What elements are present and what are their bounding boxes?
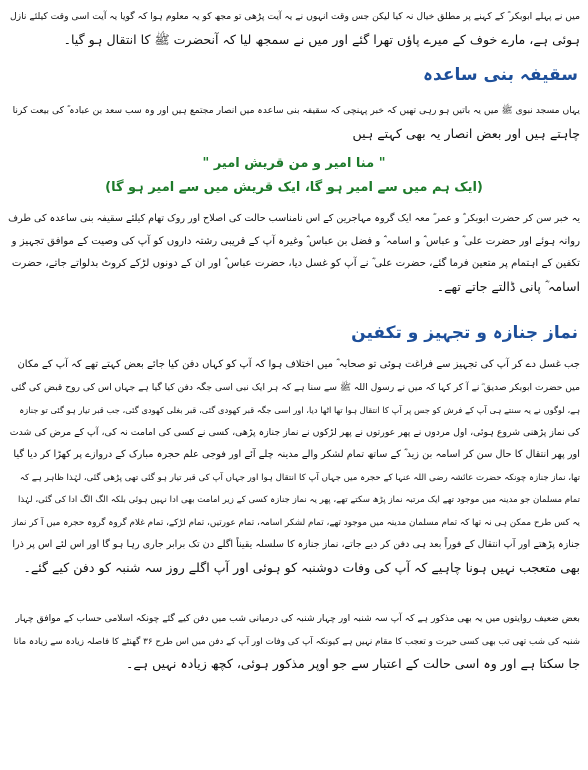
text-line: یہاں مسجد نبوی ﷺ میں یہ باتیں ہو رہی تھیں کہ خبر پہنچی کہ سقیفہ بنی ساعدہ میں انصار مجتمع ہیں اور وہ سب سعد بن عبادہ ؓ کی بیعت کرنا xyxy=(12,105,580,116)
paragraph-opening xyxy=(8,6,580,51)
text-line: کی نماز پڑھنی شروع ہوئی، اول مردوں نے پھر عورتوں نے پھر لڑکوں نے نماز جنازہ پڑھی، کسی نے کسی کی امامت نہ کی، آپ کے مرض کی شدت xyxy=(9,426,580,438)
text-line: میں نے پہلے ابوبکر ؓ کے کہنے پر مطلق خیال نہ کیا لیکن جس وقت انہوں نے یہ آیت پڑھی تو مجھ کو یہ معلوم ہوا کہ گویا یہ آیت اسی وقت کیلئے نازل xyxy=(10,11,580,22)
paragraph-saqifa xyxy=(8,100,580,145)
text-line: یہ خبر سن کر حضرت ابوبکر ؓ و عمر ؓ معہ ایک گروہ مہاجرین کے اس نامناسب حالت کی اصلاح اور روک تھام کیلئے سقیفہ بنی ساعدہ کی طرف xyxy=(8,213,580,224)
text-line: جب غسل دے کر آپ کی تجہیز سے فراغت ہوئی تو صحابہ ؓ میں اختلاف ہوا کہ آپ کو کہاں دفن کیا جائے بعض کہتے تھے کہ آپ کے مکان xyxy=(17,359,580,370)
section-heading-saqifa: سقیفہ بنی ساعدہ xyxy=(423,65,578,85)
arabic-quote: " منا امیر و من قریش امیر " xyxy=(202,156,386,171)
text-line: اور پھر انتقال کا حال سن کر اسامہ بن زید ؓ کے ساتھ تمام لشکر والے مدینہ چلے آئے اور فوجی علم حجرہ مبارک کے دروازے پر کھڑا کر دیا گیا xyxy=(13,449,580,460)
quote-translation: (ایک ہم میں سے امیر ہو گا، ایک قریش میں سے امیر ہو گا) xyxy=(105,180,483,195)
text-line: ہے، لوگوں نے یہ سنتے ہی آپ کے فرش کو جس پر آپ کا انتقال ہوا تھا اٹھا دیا، اور اسی جگہ قبر کھودی گئی، قبر بغلی کھودی گئی، جب قبر تیار ہو گئی تو جنازہ xyxy=(19,405,580,415)
text-line: ہوئی ہے، مارے خوف کے میرے پاؤں تھرا گئے اور میں نے سمجھ لیا کہ آنحضرت ﷺ کا انتقال ہو گیا۔ xyxy=(63,31,580,47)
text-line: شنبہ کی شب تھی تب بھی کسی حیرت و تعجب کا مقام نہیں ہے کیونکہ آپ کی وفات اور آپ کے دفن میں اس طرح ۳۶ گھنٹے کا فاصلہ زیادہ سے زیادہ مانا xyxy=(13,636,580,647)
text-line: تھا، نماز جنازہ چونکہ حضرت عائشہ رضی اللہ عنہا کے حجرہ میں جہاں آپ کا انتقال ہوا اور جہاں آپ کی قبر تیار ہو گئی تھی پڑھی گئی، لہٰذا ظاہر ہے کہ xyxy=(19,472,580,483)
text-line: اسامہ ؓ پانی ڈالتے جاتے تھے۔ xyxy=(436,278,580,294)
text-line: یہ کس طرح ممکن ہی نہ تھا کہ تمام مسلمان مدینہ میں موجود تھے، تمام لشکر اسامہ، تمام عورتیں، تمام لڑکے، تمام غلام گروہ گروہ حجرہ میں آ کر نماز xyxy=(11,517,580,528)
text-line: جنازہ پڑھتے اور آپ انتقال کے فوراً بعد ہی دفن کر دیے جاتے، نماز جنازہ کا سلسلہ یقیناً اگلے دن تک برابر جاری رہا ہو گا اور اس لئے اس پر ذرا xyxy=(12,539,580,550)
text-line: بھی متعجب نہیں ہونا چاہیے کہ آپ کی وفات دوشنبہ کو ہوئی اور آپ اگلے روز سہ شنبہ کو دفن کیے گئے۔ xyxy=(23,559,580,575)
paragraph-weak-narrations xyxy=(8,608,580,676)
paragraph-abubakr-umar xyxy=(8,208,580,298)
text-line: میں حضرت ابوبکر صدیق ؓ نے آ کر کہا کہ میں نے رسول اللہ ﷺ سے سنا ہے کہ ہر ایک نبی اسی جگہ دفن کیا گیا ہے جہاں اس کی روح قبض کی گئی xyxy=(11,381,580,393)
text-line: تمام مسلمان جو مدینہ میں موجود تھے ایک مرتبہ نماز پڑھ سکتے تھے، پھر یہ نماز جنازہ کسی کے زیر امامت بھی ادا نہیں ہوئی بلکہ الگ الگ ادا کی گئی، لہٰذا xyxy=(18,495,580,505)
section-heading-namaz: نماز جنازہ و تجہیز و تکفین xyxy=(351,323,578,343)
paragraph-namaz-janaza xyxy=(8,354,580,579)
text-line: روانہ ہوئے اور حضرت علی ؓ و عباس ؓ و اسامہ ؓ و فضل بن عباس ؓ وغیرہ آپ کے قریبی رشتہ داروں کو آپ کی وصیت کے موافق تجہیز و xyxy=(11,235,580,247)
text-line: بعض ضعیف روایتوں میں یہ بھی مذکور ہے کہ آپ سہ شنبہ اور چہار شنبہ کی درمیانی شب میں دفن کیے گئے چونکہ اسلامی حساب کے موافق چہار xyxy=(15,613,580,624)
text-line: چاہتے ہیں اور بعض انصار یہ بھی کہتے ہیں xyxy=(352,125,580,141)
text-line: جا سکتا ہے اور وہ اسی حالت کے اعتبار سے جو اوپر مذکور ہوئی، کچھ زیادہ نہیں ہے۔ xyxy=(125,656,580,671)
text-line: تکفین کے اہتمام پر متعین فرما گئے، حضرت علی ؓ نے آپ کو غسل دیا، حضرت عباس ؓ اور ان کے دونوں لڑکے کروٹ بدلواتے جاتے، حضرت xyxy=(11,258,580,269)
